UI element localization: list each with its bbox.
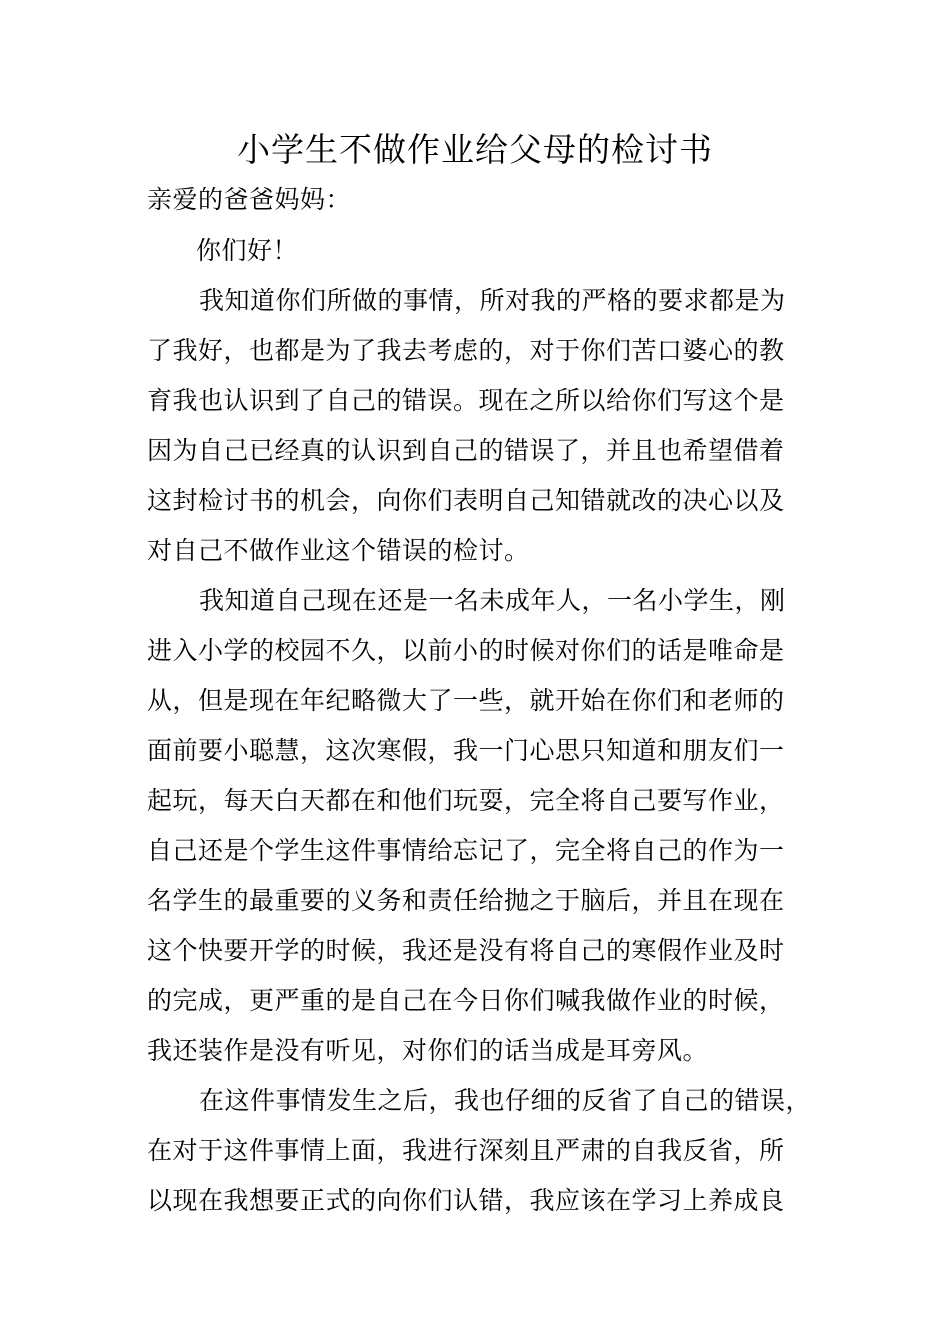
paragraph-line: 育我也认识到了自己的错误。现在之所以给你们写这个是 — [147, 386, 785, 415]
greeting: 你们好！ — [196, 236, 299, 265]
paragraph-line: 在这件事情发生之后，我也仔细的反省了自己的错误， — [199, 1086, 812, 1115]
paragraph-line: 自己还是个学生这件事情给忘记了，完全将自己的作为一 — [147, 836, 785, 865]
paragraph-line: 的完成，更严重的是自己在今日你们喊我做作业的时候， — [147, 986, 785, 1015]
salutation: 亲爱的爸爸妈妈： — [147, 185, 352, 214]
paragraph-line: 以现在我想要正式的向你们认错，我应该在学习上养成良 — [147, 1186, 785, 1215]
paragraph-line: 起玩，每天白天都在和他们玩耍，完全将自己要写作业， — [147, 786, 785, 815]
paragraph-line: 在对于这件事情上面，我进行深刻且严肃的自我反省，所 — [147, 1136, 785, 1165]
document-title: 小学生不做作业给父母的检讨书 — [237, 130, 713, 169]
paragraph-line: 因为自己已经真的认识到自己的错误了，并且也希望借着 — [147, 436, 785, 465]
paragraph-line: 面前要小聪慧，这次寒假，我一门心思只知道和朋友们一 — [147, 736, 785, 765]
paragraph-line: 了我好，也都是为了我去考虑的，对于你们苦口婆心的教 — [147, 336, 785, 365]
paragraph-line: 这封检讨书的机会，向你们表明自己知错就改的决心以及 — [147, 486, 785, 515]
paragraph-line: 我还装作是没有听见，对你们的话当成是耳旁风。 — [147, 1036, 709, 1065]
paragraph-line: 从，但是现在年纪略微大了一些，就开始在你们和老师的 — [147, 686, 785, 715]
paragraph-line: 对自己不做作业这个错误的检讨。 — [147, 536, 530, 565]
paragraph-line: 我知道你们所做的事情，所对我的严格的要求都是为 — [199, 286, 786, 315]
paragraph-line: 这个快要开学的时候，我还是没有将自己的寒假作业及时 — [147, 936, 785, 965]
paragraph-line: 我知道自己现在还是一名未成年人，一名小学生，刚 — [199, 586, 786, 615]
paragraph-line: 名学生的最重要的义务和责任给抛之于脑后，并且在现在 — [147, 886, 785, 915]
paragraph-line: 进入小学的校园不久，以前小的时候对你们的话是唯命是 — [147, 636, 785, 665]
